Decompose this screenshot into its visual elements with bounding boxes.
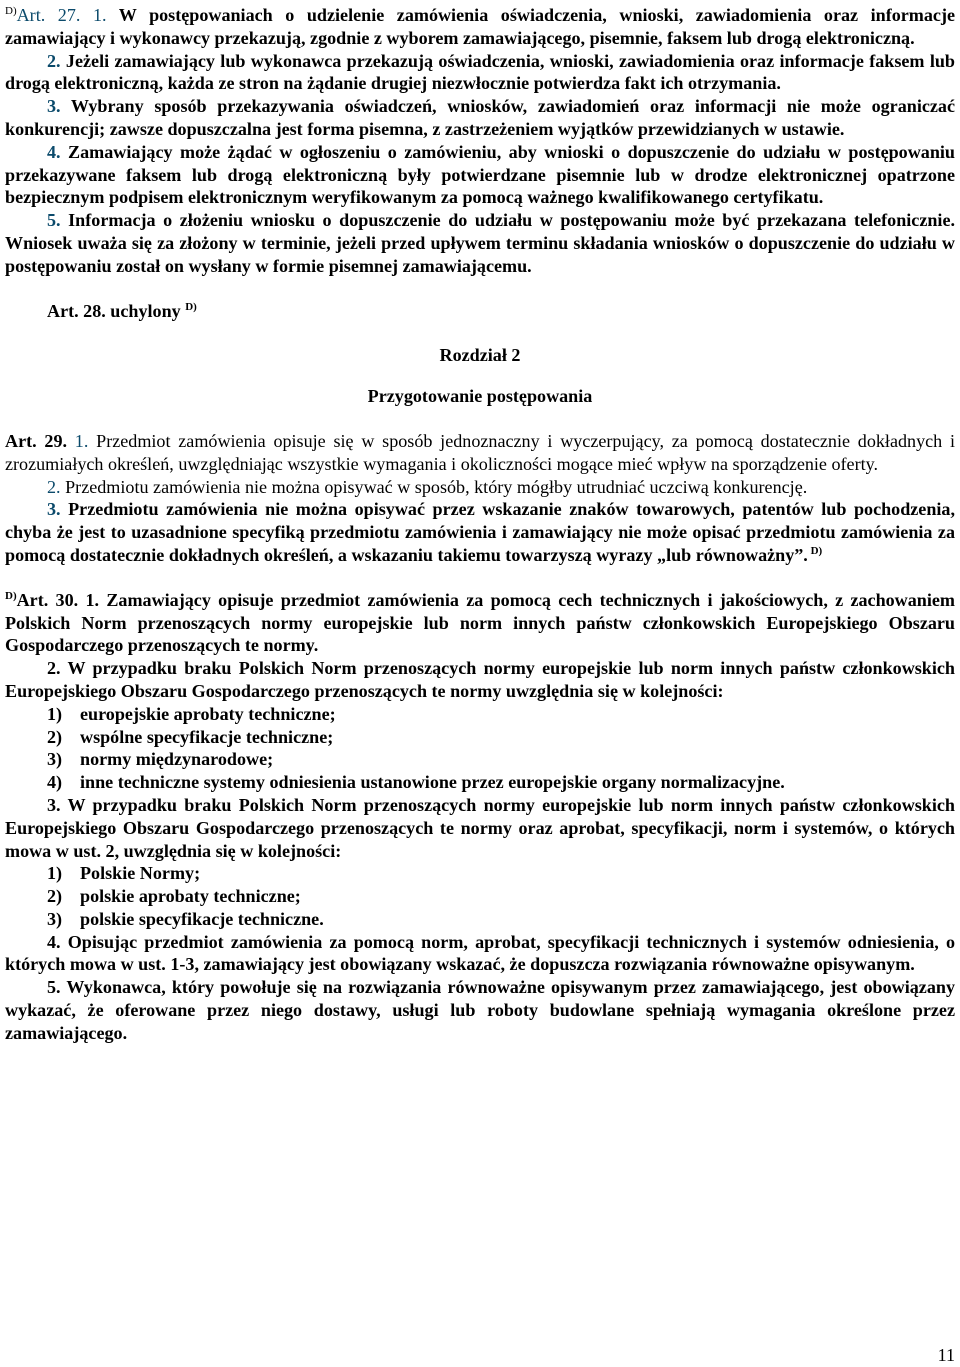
list-item [5, 771, 955, 794]
art27-paragraph-5 [5, 209, 955, 277]
paragraph-number: 1. [80, 5, 107, 25]
paragraph-number: 3. [47, 499, 61, 520]
art30-paragraph-1 [5, 589, 955, 657]
list-item [5, 703, 955, 726]
paragraph-text: W postępowaniach o udzielenie zamówienia oświadczenia, wnioski, zawiadomienia oraz informacje zamawiający i wykonawcy przekazują, zgodnie z wyborem zamawiającego, pisemnie, faksem lub drogą elektroniczną. [5, 5, 956, 48]
paragraph-text: Przedmiotu zamówienia nie można opisywać przez wskazanie znaków towarowych, patentów lub pochodzenia, chyba że jest to uzasadnione specyfiką przedmiotu zamówienia i zamawiający nie może opisać przedmiotu zamówienia za pomocą dostatecznie dokładnych określeń, a wskazaniu takiemu towarzyszą wyrazy „lub równoważny”. [5, 499, 955, 565]
art30-paragraph-4: 4. Opisując przedmiot zamówienia za pomocą norm, aprobat, specyfikacji technicznych i systemów odniesienia, o których mowa w ust. 1-3, zamawiający jest obowiązany wskazać, że dopuszcza rozwiązania równoważne opisywanym. [5, 931, 955, 975]
art30-heading: Art. 30. 1. [16, 589, 100, 610]
list-item [5, 908, 955, 931]
art27-paragraph-3 [5, 95, 955, 141]
art27-heading: Art. 27. [16, 5, 81, 25]
list-item-number: 2) [47, 886, 63, 907]
art30-paragraph-2: 2. W przypadku braku Polskich Norm przenoszących normy europejskie lub norm innych państw członkowskich Europejskiego Obszaru Gospodarczego przenoszących te normy uwzględnia się w kolejności: [5, 658, 955, 701]
list-item-text: polskie specyfikacje techniczne. [80, 908, 324, 929]
paragraph-text: Jeżeli zamawiający lub wykonawca przekazują oświadczenia, wnioski, zawiadomienia oraz informacje faksem lub drogą elektroniczną, każda ze stron na żądanie drugiej niezwłocznie potwierdza fakt ich otrzymania. [5, 50, 955, 94]
art29-paragraph-3 [5, 498, 955, 566]
list-item-number: 1) [47, 703, 63, 724]
list-item-number: 4) [47, 772, 63, 793]
paragraph-number: 1. [67, 430, 89, 451]
list-item-text: Polskie Normy; [80, 863, 201, 884]
paragraph-text: Zamawiający może żądać w ogłoszeniu o zamówieniu, aby wnioski o dopuszczenie do udziału w postępowaniu przekazywane faksem lub drogą elektroniczną były potwierdzane pisemnie lub w drodze elektronicznej opatrzone bezpiecznym podpisem elektronicznym weryfikowanym za pomocą ważnego kwalifikowanego certyfikatu. [5, 141, 955, 208]
chapter-subtitle: Przygotowanie postępowania [367, 386, 593, 407]
paragraph-number: 4. [47, 141, 61, 162]
list-item [5, 885, 955, 908]
list-item-number: 3) [47, 749, 63, 770]
list-item [5, 748, 955, 771]
paragraph-number: 3. [47, 96, 61, 117]
list-item-text: polskie aprobaty techniczne; [80, 886, 301, 907]
paragraph-text: Przedmiotu zamówienia nie można opisywać w sposób, który mógłby utrudniać uczciwą konkurencję. [60, 476, 808, 497]
list-item-number: 2) [47, 726, 63, 747]
list-item-text: europejskie aprobaty techniczne; [80, 703, 336, 724]
paragraph-text: Przedmiot zamówienia opisuje się w sposób jednoznaczny i wyczerpujący, za pomocą dostatecznie dokładnych i zrozumiałych określeń, uwzględniając wszystkie wymagania i okoliczności mogące mieć wpływ na sporządzenie oferty. [5, 430, 955, 474]
art29-paragraph-1 [5, 430, 955, 476]
list-item-text: normy międzynarodowe; [80, 749, 274, 770]
paragraph-text: Zamawiający opisuje przedmiot zamówienia za pomocą cech technicznych i jakościowych, z zachowaniem Polskich Norm przenoszących normy europejskie lub norm innych państw członkowskich Europejskiego Obszaru Gospodarczego przenoszących te normy. [5, 589, 955, 656]
art29-heading: Art. 29. [5, 430, 68, 451]
document-page [5, 4, 955, 1045]
art28-text: Art. 28. uchylony [47, 300, 186, 321]
paragraph-number: 2. [47, 50, 61, 71]
list-item-number: 3) [47, 908, 63, 929]
art30-paragraph-5: 5. Wykonawca, który powołuje się na rozwiązania równoważne opisywanym przez zamawiającego, jest obowiązany wykazać, że oferowane przez niego dostawy, usługi lub roboty budowlane spełniają wymagania określone przez zamawiającego. [5, 977, 955, 1043]
art27-paragraph-1 [5, 4, 955, 50]
paragraph-number: 2. [47, 476, 61, 497]
art30-paragraph-3: 3. W przypadku braku Polskich Norm przenoszących normy europejskie lub norm innych państw członkowskich Europejskiego Obszaru Gospodarczego przenoszących te normy oraz aprobat, specyfikacji, norm i systemów, o których mowa w ust. 2, uwzględnia się w kolejności: [5, 794, 955, 861]
amendment-marker: D) [185, 300, 197, 313]
page-number: 11 [937, 1345, 955, 1365]
list-item-number: 1) [47, 863, 63, 884]
amendment-marker: D) [5, 589, 17, 602]
amendment-marker: D) [807, 544, 823, 557]
paragraph-text: Wybrany sposób przekazywania oświadczeń, wniosków, zawiadomień oraz informacji nie może ograniczać konkurencji; zawsze dopuszczalna jest forma pisemna, z zastrzeżeniem wyjątków przewidzianych w ustawie. [5, 96, 955, 139]
list-item [5, 862, 955, 885]
paragraph-text: Informacja o złożeniu wniosku o dopuszczenie do udziału w postępowaniu może być przekazana telefonicznie. Wniosek uważa się za złożony w terminie, jeżeli przed upływem terminu składania wniosków o dopuszczenie do udziału w postępowaniu został on wysłany w formie pisemnej zamawiającemu. [5, 210, 955, 276]
chapter-title: Rozdział 2 [439, 345, 521, 366]
art27-paragraph-2 [5, 50, 955, 96]
art30-list-1 [5, 703, 955, 794]
art29-paragraph-2 [5, 476, 955, 499]
list-item-text: wspólne specyfikacje techniczne; [80, 726, 334, 747]
list-item-text: inne techniczne systemy odniesienia ustanowione przez europejskie organy normalizacyjne. [80, 772, 785, 793]
art28-line [5, 300, 955, 323]
art27-paragraph-4 [5, 141, 955, 209]
art30-list-2 [5, 862, 955, 930]
list-item [5, 726, 955, 749]
paragraph-number: 5. [47, 210, 61, 231]
amendment-marker: D) [5, 4, 17, 17]
